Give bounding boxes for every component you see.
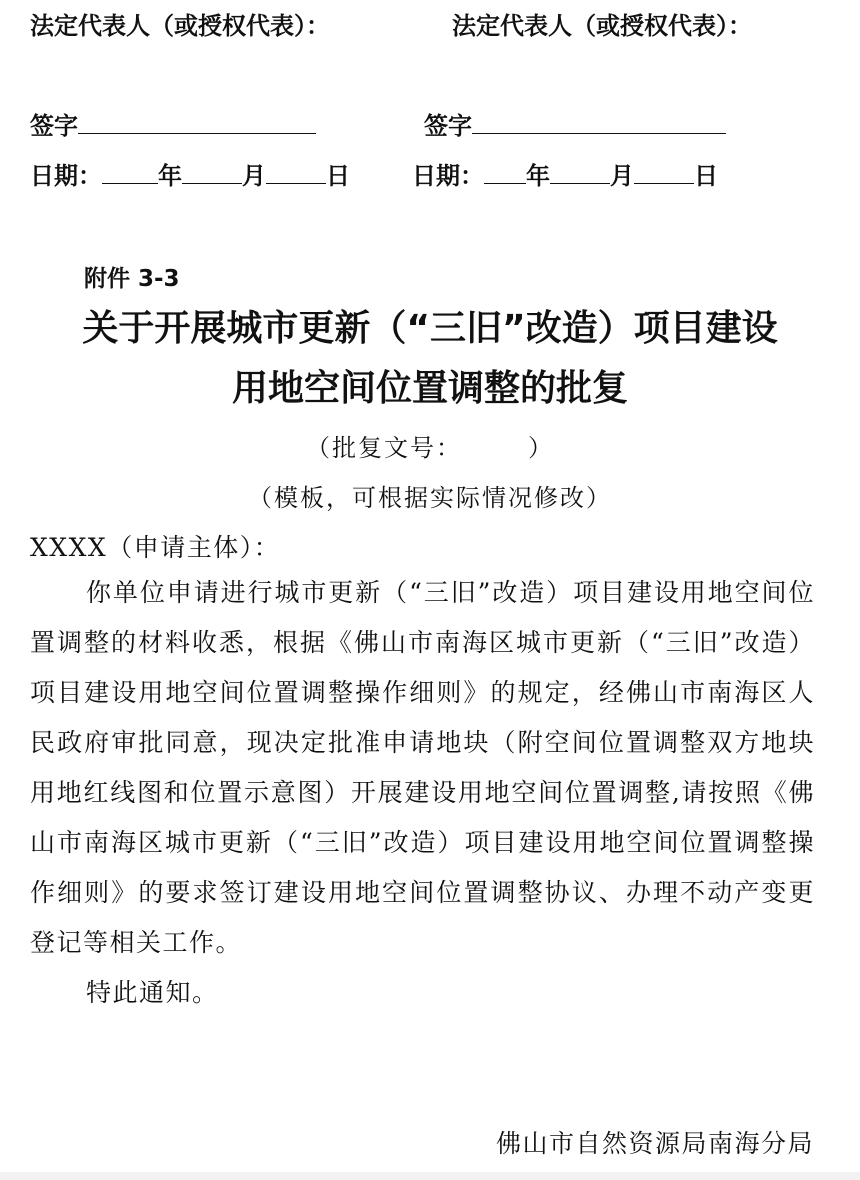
body-paragraph: 你单位申请进行城市更新（“三旧”改造）项目建设用地空间位置调整的材料收悉，根据《佛山市南海区城市更新（“三旧”改造）项目建设用地空间位置调整操作细则》的规定，经佛山市南海区人民政府审批同意，现决定批准申请地块（附空间位置调整双方地块用地红线图和位置示意图）开展建设用地空间位置调整,请按照《佛山市南海区城市更新（“三旧”改造）项目建设用地空间位置调整操作细则》的要求签订建设用地空间位置调整协议、办理不动产变更登记等相关工作。 <box>30 578 815 957</box>
right-date-label: 日期： <box>412 162 484 190</box>
left-month-char: 月 <box>242 162 266 190</box>
left-signature-field <box>30 106 316 141</box>
right-day-char: 日 <box>694 162 718 190</box>
closing-line: 特此通知。 <box>86 978 219 1007</box>
left-date-field <box>30 156 350 191</box>
right-date-field <box>412 156 718 191</box>
right-year-line <box>484 159 526 184</box>
left-representative-label: 法定代表人（或授权代表）： <box>30 12 330 40</box>
right-month-line <box>550 159 610 184</box>
issuing-authority: 佛山市自然资源局南海分局 <box>495 1129 814 1158</box>
left-date-label: 日期： <box>30 162 102 190</box>
left-signature-line <box>78 109 316 134</box>
right-month-char: 月 <box>610 162 634 190</box>
right-day-line <box>634 159 694 184</box>
document-title-line-1: 关于开展城市更新（“三旧”改造）项目建设 <box>82 308 778 349</box>
left-day-line <box>266 159 326 184</box>
template-note: （模板，可根据实际情况修改） <box>248 484 612 512</box>
attachment-label: 附件 3-3 <box>84 266 180 292</box>
right-year-char: 年 <box>526 162 550 190</box>
letter-body <box>30 568 815 1018</box>
left-year-line <box>102 159 158 184</box>
left-day-char: 日 <box>326 162 350 190</box>
right-signature-label: 签字 <box>424 112 472 140</box>
right-signature-field <box>424 106 726 141</box>
right-representative-label: 法定代表人（或授权代表）： <box>452 12 752 40</box>
approval-document-number: （批复文号： ） <box>306 434 554 462</box>
right-signature-line <box>472 109 726 134</box>
document-title-line-2: 用地空间位置调整的批复 <box>231 368 628 409</box>
left-year-char: 年 <box>158 162 182 190</box>
left-month-line <box>182 159 242 184</box>
page-bottom-edge <box>0 1172 860 1180</box>
left-signature-label: 签字 <box>30 112 78 140</box>
addressee: XXXX（申请主体）： <box>30 533 281 562</box>
